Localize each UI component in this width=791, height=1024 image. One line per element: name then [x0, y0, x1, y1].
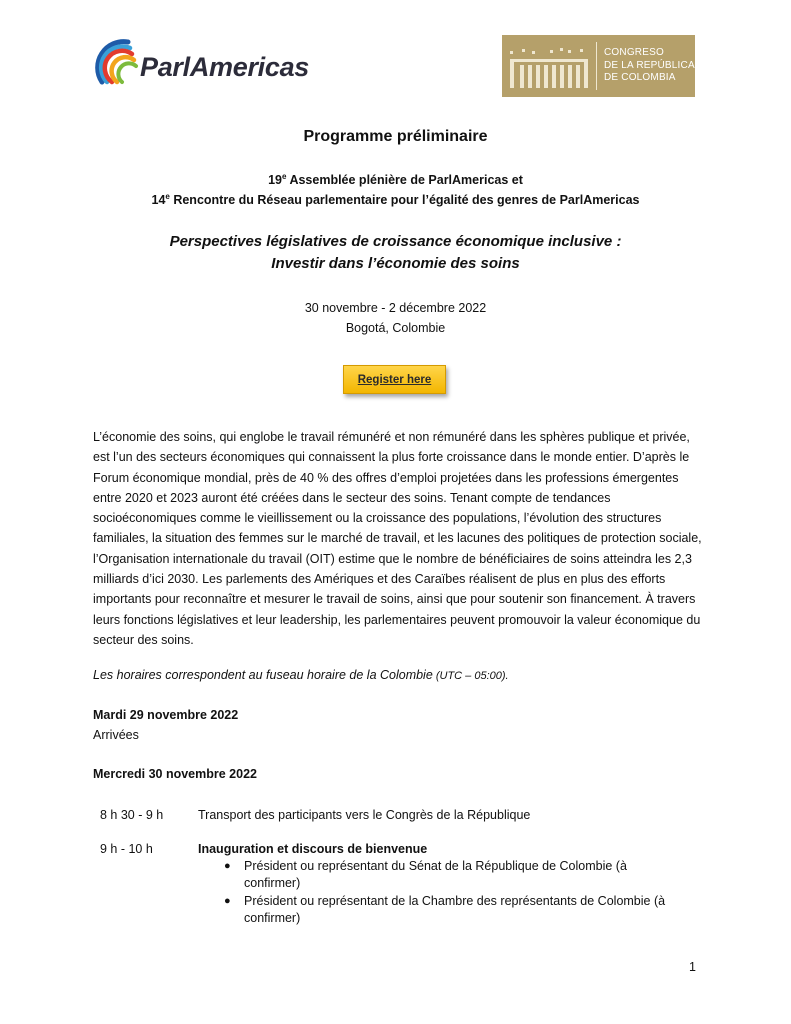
- logo-divider: [596, 42, 597, 90]
- timezone-note: Les horaires correspondent au fuseau horaire de la Colombie (UTC – 05:00).: [93, 668, 509, 682]
- theme-line-1: Perspectives législatives de croissance économique inclusive :: [169, 233, 622, 250]
- page-title: Programme préliminaire: [303, 128, 488, 145]
- congreso-logo-text: CONGRESO DE LA REPÚBLICA DE COLOMBIA: [604, 47, 695, 84]
- day-heading-wednesday: Mercredi 30 novembre 2022: [93, 767, 257, 781]
- bullet-icon: ●: [224, 895, 231, 907]
- page-number: 1: [689, 960, 696, 974]
- capitol-building-icon: [508, 41, 590, 91]
- speaker-list: [224, 858, 684, 928]
- event-dates: 30 novembre - 2 décembre 2022: [304, 301, 487, 315]
- register-button[interactable]: Register here: [343, 365, 446, 394]
- intro-paragraph: L’économie des soins, qui englobe le travail rémunéré et non rémunéré dans les sphères publique et privée, est l’un des secteurs économiques qui connaissent la plus forte croissance dans le monde entier. D’après le Forum économique mondial, près de 40 % des offres d’emploi projetées dans les professions émergentes entre 2020 et 2023 auront été créées dans le secteur des soins. Tenant compte de tendances socioéconomiques comme le vieillissement ou la croissance des populations, l’évolution des structures familiales, la situation des femmes sur le marché de travail, et les lacunes des politiques de protection sociale, l’Organisation internationale du travail (OIT) estime que le nombre de bénéficiaires de soins atteindra les 2,3 milliards d’ici 2030. Les parlements des Amériques et des Caraïbes réalisent de plus en plus des efforts importants pour reconnaître et mesurer le travail de soins, ainsi que pour soutenir son financement. À travers leurs fonctions législatives et leur leadership, les parlementaires peuvent promouvoir la valeur économique du secteur des soins.: [93, 430, 702, 647]
- day-heading-tuesday: Mardi 29 novembre 2022: [93, 708, 239, 722]
- session-time: 8 h 30 - 9 h: [100, 808, 164, 822]
- list-item: ● Président ou représentant du Sénat de la République de Colombie (à confirmer): [224, 859, 627, 890]
- subtitle-network: 14e Rencontre du Réseau parlementaire pour l’égalité des genres de ParlAmericas: [151, 191, 640, 207]
- session-time: 9 h - 10 h: [100, 842, 153, 856]
- subtitle-assembly: 19e Assemblée plénière de ParlAmericas et: [268, 171, 523, 187]
- bullet-icon: ●: [224, 860, 231, 872]
- parlamericas-logo: [94, 34, 319, 96]
- parlamericas-wordmark: ParlAmericas: [140, 52, 310, 82]
- theme-line-2: Investir dans l’économie des soins: [271, 255, 520, 272]
- session-title: Transport des participants vers le Congrès de la République: [198, 808, 531, 822]
- event-location: Bogotá, Colombie: [345, 321, 446, 335]
- congreso-logo: [502, 35, 695, 97]
- day-text-arrivals: Arrivées: [93, 728, 139, 742]
- list-item: ● Président ou représentant de la Chambre des représentants de Colombie (à confirmer): [224, 894, 666, 925]
- session-title: Inauguration et discours de bienvenue: [198, 842, 428, 856]
